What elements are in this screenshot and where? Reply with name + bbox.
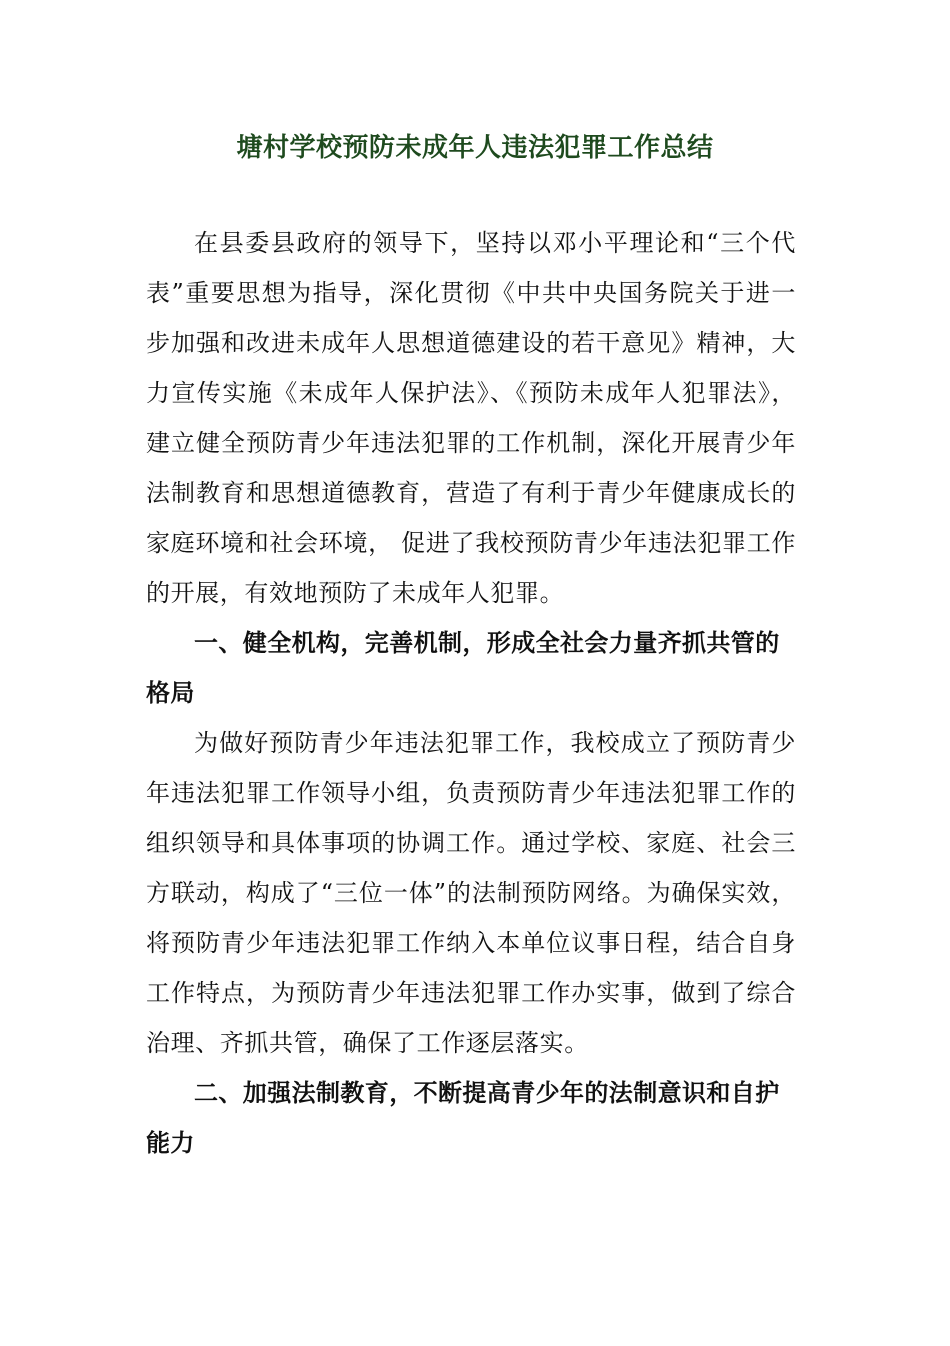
intro-paragraph: 在县委县政府的领导下，坚持以邓小平理论和“三个代表”重要思想为指导，深化贯彻《中共中央国务院关于进一步加强和改进未成年人思想道德建设的若干意见》精神，大力宣传实施《未成年人保护法》、《预防未成年人犯罪法》，建立健全预防青少年违法犯罪的工作机制，深化开展青少年法制教育和思想道德教育，营造了有利于青少年健康成长的家庭环境和社会环境， 促进了我校预防青少年违法犯罪工作的开展，有效地预防了未成年人犯罪。 (146, 229, 796, 607)
document-body (146, 218, 796, 1168)
section-1-heading: 一、健全机构，完善机制，形成全社会力量齐抓共管的格局 (146, 629, 780, 707)
section-1-paragraph: 为做好预防青少年违法犯罪工作，我校成立了预防青少年违法犯罪工作领导小组，负责预防青少年违法犯罪工作的组织领导和具体事项的协调工作。通过学校、家庭、社会三方联动，构成了“三位一体”的法制预防网络。为确保实效，将预防青少年违法犯罪工作纳入本单位议事日程，结合自身工作特点，为预防青少年违法犯罪工作办实事，做到了综合治理、齐抓共管，确保了工作逐层落实。 (146, 729, 796, 1057)
document-title: 塘村学校预防未成年人违法犯罪工作总结 (236, 133, 714, 163)
section-2-heading: 二、加强法制教育，不断提高青少年的法制意识和自护能力 (146, 1079, 780, 1157)
